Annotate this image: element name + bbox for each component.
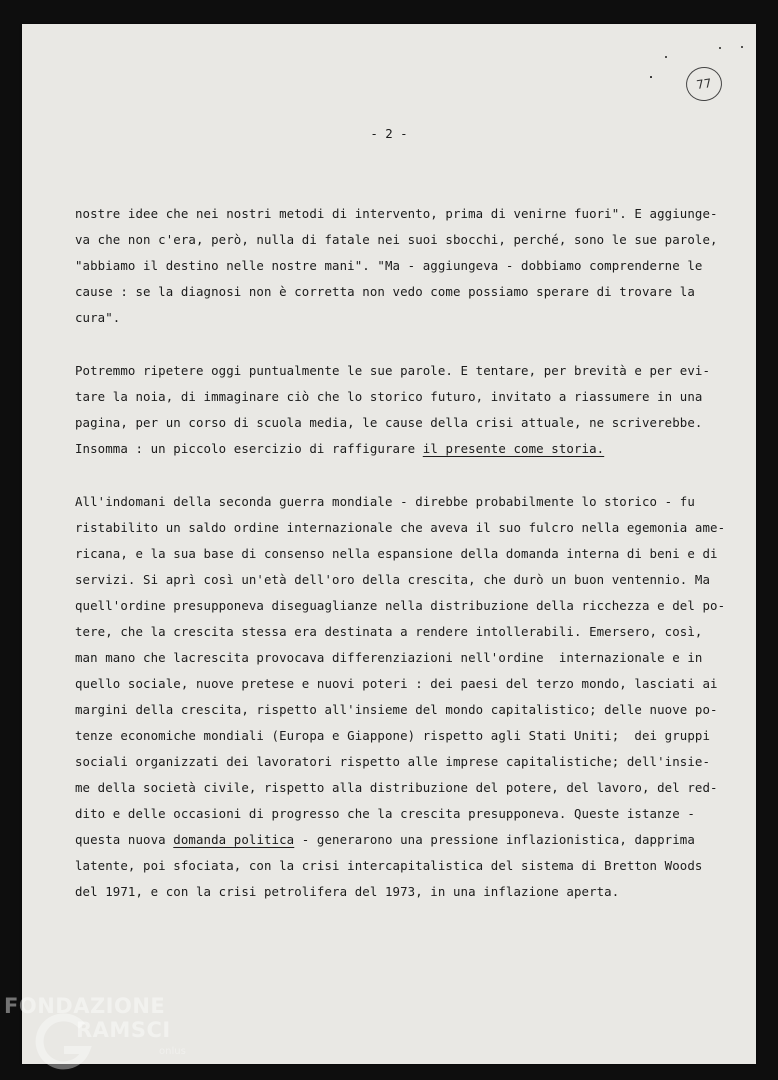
text-line <box>75 436 715 462</box>
text-line: tare la noia, di immaginare ciò che lo storico futuro, invitato a riassumere in una <box>75 389 703 404</box>
text-line: del 1971, e con la crisi petrolifera del 1973, in una inflazione aperta. <box>75 884 620 899</box>
text-line: ristabilito un saldo ordine internazionale che aveva il suo fulcro nella egemonia ame- <box>75 520 726 535</box>
watermark-line2: RAMSCI <box>76 1018 171 1042</box>
text-segment: Insomma : un piccolo esercizio di raffigurare <box>75 441 423 456</box>
watermark-line1: FONDAZIONE <box>4 994 166 1018</box>
text-line: latente, poi sfociata, con la crisi intercapitalistica del sistema di Bretton Woods <box>75 858 703 873</box>
archive-page-number: 77 <box>684 65 724 104</box>
document-page <box>22 24 756 1064</box>
text-segment: questa nuova <box>75 832 174 847</box>
underlined-phrase: domanda politica <box>173 832 295 847</box>
text-line: All'indomani della seconda guerra mondiale - direbbe probabilmente lo storico - fu <box>75 494 695 509</box>
underlined-phrase: il presente come storia. <box>422 441 605 456</box>
text-line: dito e delle occasioni di progresso che la crescita presupponeva. Queste istanze - <box>75 806 695 821</box>
text-line: cause : se la diagnosi non è corretta non vedo come possiamo sperare di trovare la <box>75 284 695 299</box>
paper-speck <box>741 46 743 48</box>
text-line: pagina, per un corso di scuola media, le cause della crisi attuale, ne scriverebbe. <box>75 415 703 430</box>
text-line: margini della crescita, rispetto all'insieme del mondo capitalistico; delle nuove po- <box>75 702 718 717</box>
text-line: quello sociale, nuove pretese e nuovi poteri : dei paesi del terzo mondo, lasciati ai <box>75 676 718 691</box>
text-line: "abbiamo il destino nelle nostre mani". "Ma - aggiungeva - dobbiamo comprenderne le <box>75 258 703 273</box>
text-line: va che non c'era, però, nulla di fatale nei suoi sbocchi, perché, sono le sue parole, <box>75 232 718 247</box>
paper-speck <box>665 56 667 58</box>
text-line: me della società civile, rispetto alla distribuzione del potere, del lavoro, del red- <box>75 780 718 795</box>
fondazione-gramsci-watermark <box>4 994 204 1074</box>
text-line: ricana, e la sua base di consenso nella espansione della domanda interna di beni e di <box>75 546 718 561</box>
text-line <box>75 827 715 853</box>
text-line: sociali organizzati dei lavoratori rispetto alle imprese capitalistiche; dell'insie- <box>75 754 711 769</box>
text-line: cura". <box>75 310 121 325</box>
paragraph-3 <box>75 489 726 905</box>
text-line: tere, che la crescita stessa era destinata a rendere intollerabili. Emersero, così, <box>75 624 703 639</box>
paragraph-1 <box>75 201 718 331</box>
paper-speck <box>650 76 652 78</box>
text-line: servizi. Si aprì così un'età dell'oro della crescita, che durò un buon ventennio. Ma <box>75 572 711 587</box>
text-line: man mano che lacrescita provocava differenziazioni nell'ordine internazionale e in <box>75 650 703 665</box>
text-line: tenze economiche mondiali (Europa e Giappone) rispetto agli Stati Uniti; dei gruppi <box>75 728 711 743</box>
text-line: nostre idee che nei nostri metodi di intervento, prima di venirne fuori". E aggiunge- <box>75 206 718 221</box>
paragraph-2 <box>75 358 715 462</box>
text-line: quell'ordine presupponeva diseguaglianze nella distribuzione della ricchezza e del po- <box>75 598 726 613</box>
text-segment: - generarono una pressione inflazionistica, dapprima <box>294 832 695 847</box>
text-line: Potremmo ripetere oggi puntualmente le sue parole. E tentare, per brevità e per evi- <box>75 363 711 378</box>
watermark-onlus: onlus <box>159 1046 186 1057</box>
page-number: - 2 - <box>370 126 408 141</box>
paper-speck <box>719 47 721 49</box>
